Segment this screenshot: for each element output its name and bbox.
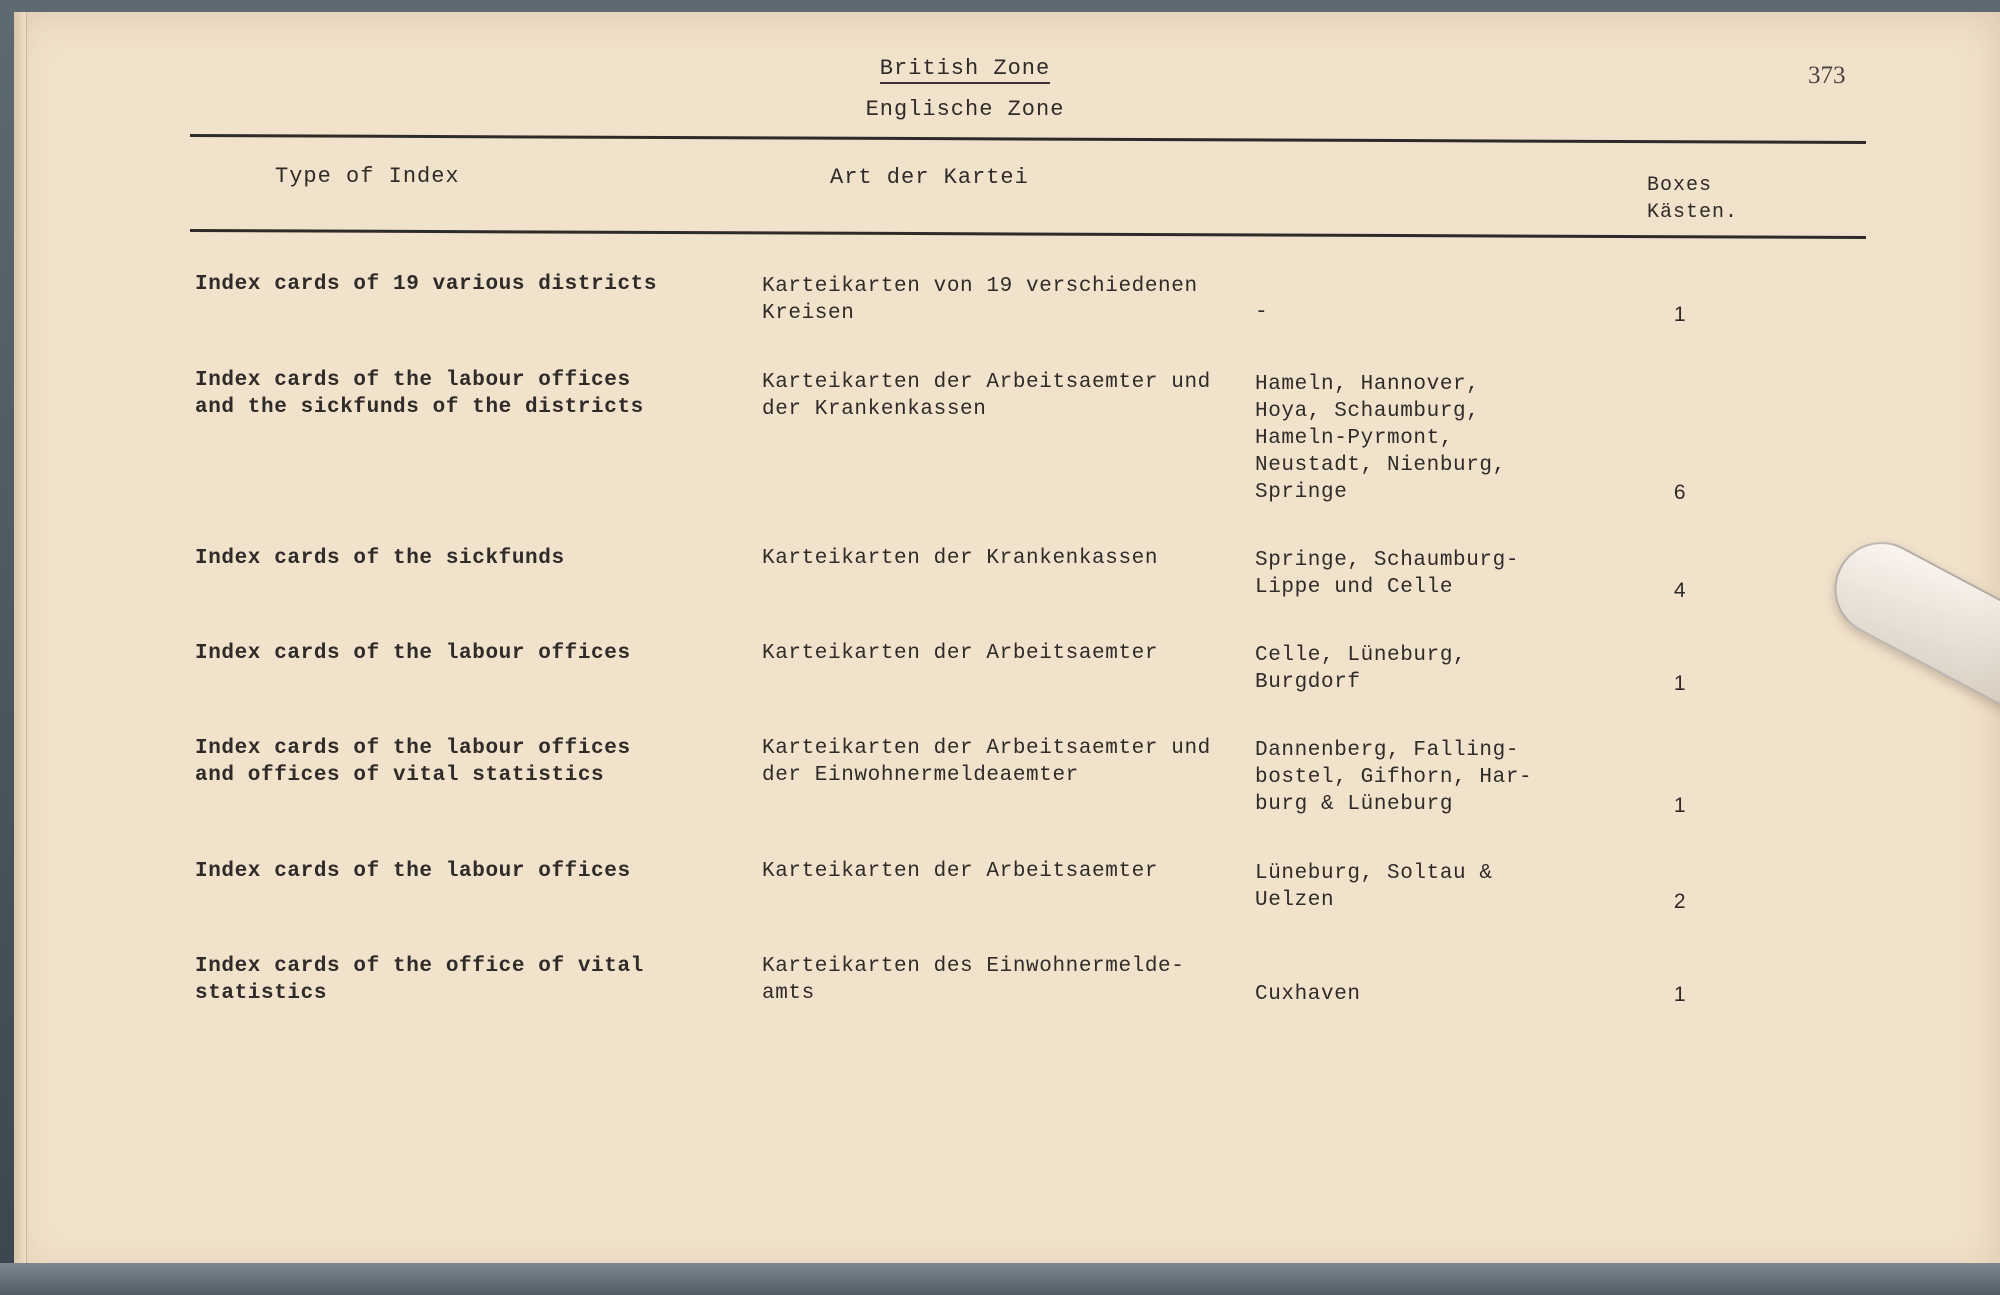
row-type: Index cards of the labour offices: [195, 642, 631, 665]
column-header-boxes: [1647, 172, 1738, 226]
row-art: Karteikarten der Arbeitsaemter und der Einwohnermeldeaemter: [762, 737, 1211, 787]
book-cover-edge: [0, 1263, 2000, 1295]
row-boxes: 2: [1673, 890, 1687, 913]
zone-title: [0, 56, 1930, 81]
zone-title-text: British Zone: [880, 56, 1050, 84]
row-place: Cuxhaven: [1255, 983, 1361, 1006]
page-edge: [14, 12, 27, 1275]
row-type: Index cards of the labour offices and the sickfunds of the districts: [195, 369, 644, 419]
row-boxes: 4: [1673, 579, 1687, 602]
row-type: Index cards of the sickfunds: [195, 547, 565, 570]
row-art: Karteikarten der Arbeitsaemter: [762, 642, 1159, 665]
row-place: Dannenberg, Falling- bostel, Gifhorn, Har- burg & Lüneburg: [1255, 739, 1533, 816]
row-art: Karteikarten von 19 verschiedenen Kreisen: [762, 275, 1198, 325]
row-type: Index cards of 19 various districts: [195, 273, 658, 296]
row-art: Karteikarten des Einwohnermelde- amts: [762, 955, 1185, 1005]
row-boxes: 1: [1673, 672, 1687, 695]
row-place: Lüneburg, Soltau & Uelzen: [1255, 862, 1493, 912]
row-boxes: 1: [1673, 794, 1687, 817]
row-boxes: 1: [1673, 983, 1687, 1006]
row-type: Index cards of the office of vital statistics: [195, 955, 644, 1005]
row-place: Hameln, Hannover, Hoya, Schaumburg, Hameln-Pyrmont, Neustadt, Nienburg, Springe: [1255, 373, 1506, 504]
column-header-boxes-en: Boxes: [1647, 174, 1713, 197]
row-place: -: [1255, 301, 1269, 324]
column-header-boxes-de: Kästen.: [1647, 201, 1739, 224]
row-art: Karteikarten der Krankenkassen: [762, 547, 1159, 570]
row-type: Index cards of the labour offices: [195, 860, 631, 883]
row-art: Karteikarten der Arbeitsaemter: [762, 860, 1159, 883]
column-header-art: Art der Kartei: [830, 165, 1029, 190]
page-number: 373: [1808, 62, 1846, 89]
row-place: Springe, Schaumburg- Lippe und Celle: [1255, 549, 1520, 599]
zone-subtitle: Englische Zone: [865, 97, 1065, 122]
row-art: Karteikarten der Arbeitsaemter und der Krankenkassen: [762, 371, 1211, 421]
row-boxes: 6: [1673, 481, 1687, 504]
row-type: Index cards of the labour offices and offices of vital statistics: [195, 737, 631, 787]
row-place: Celle, Lüneburg, Burgdorf: [1255, 644, 1467, 694]
row-boxes: 1: [1673, 303, 1687, 326]
column-header-type: Type of Index: [275, 164, 460, 189]
